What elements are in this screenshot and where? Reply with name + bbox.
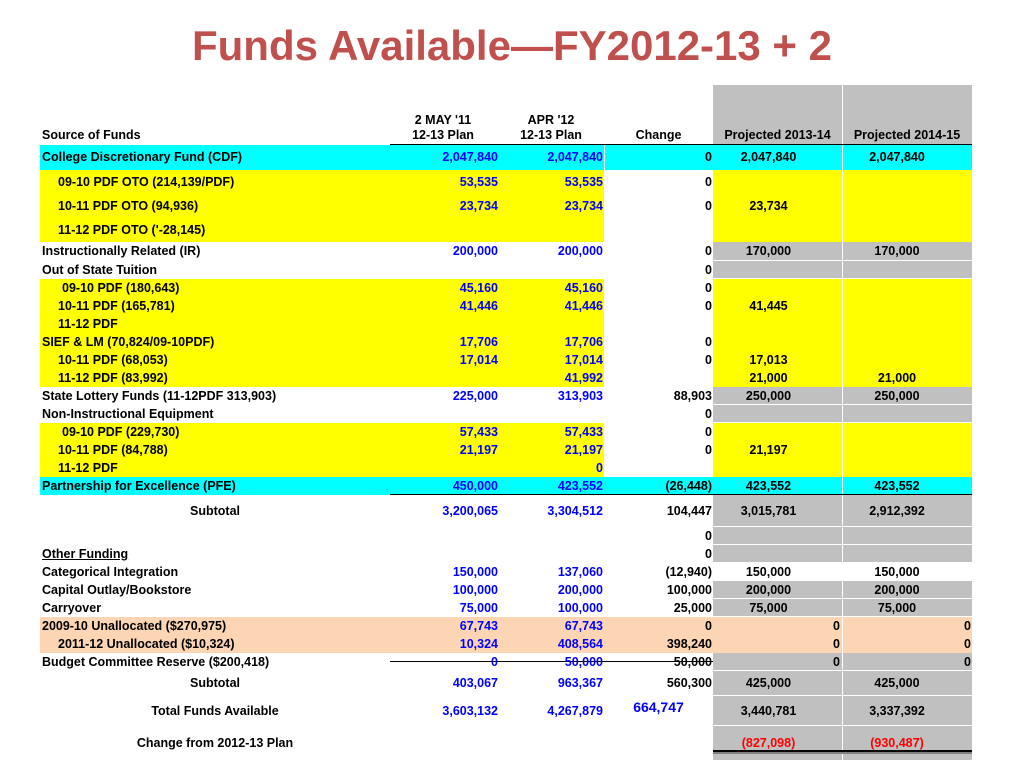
apr-cell-value: 137,060 [557, 564, 603, 579]
change-cell-value: 25,000 [673, 600, 712, 615]
row-label-26 [42, 653, 388, 671]
proj-sep-19 [713, 544, 972, 545]
row-24-apr-cell [499, 617, 604, 635]
apr-cell-value: 3,304,512 [547, 503, 603, 518]
may-cell-value: 0 [491, 654, 498, 669]
change-cell-value: 0 [705, 528, 712, 543]
proj2-cell-value: 2,912,392 [869, 503, 925, 518]
row-9-may-cell [390, 333, 499, 351]
row-label-text: 11-12 PDF OTO ('-28,145) [58, 222, 206, 237]
row-21-proj1-cell [713, 563, 824, 581]
proj1-cell-value: 3,015,781 [740, 503, 797, 518]
may-cell-value: 17,014 [459, 352, 498, 367]
row-11-apr-cell [499, 369, 604, 387]
row-label-text: Other Funding [42, 546, 129, 561]
row-4-apr-cell [499, 242, 604, 261]
change-cell-value: (12,940) [665, 564, 712, 579]
proj2-cell-value: 0 [964, 618, 971, 633]
row-label-text: Subtotal [190, 503, 240, 518]
row-label-24 [42, 617, 388, 635]
row-label-20 [42, 545, 388, 563]
proj1-cell-value: 41,445 [749, 298, 788, 313]
change-cell-value: 0 [705, 442, 712, 457]
row-label-text: Total Funds Available [151, 703, 279, 718]
row-23-may-cell [390, 599, 499, 617]
proj1-cell-value: 21,000 [749, 370, 788, 385]
row-label-text: 11-12 PDF [58, 316, 118, 331]
row-label-text: Non-Instructional Equipment [42, 406, 214, 421]
row-4-may-cell [390, 242, 499, 261]
change-cell-value: 0 [705, 280, 712, 295]
row-26-proj1-cell [713, 653, 841, 671]
row-29-proj1-cell [713, 726, 824, 761]
row-25-proj1-cell [713, 635, 841, 653]
proj2-cell-value: 0 [964, 636, 971, 651]
row-24-proj2-cell [842, 617, 972, 635]
apr-cell-value: 41,446 [564, 298, 603, 313]
row-label-text: 2009-10 Unallocated ($270,975) [42, 618, 227, 633]
row-21-may-cell [390, 563, 499, 581]
proj2-cell-value: 150,000 [874, 564, 920, 579]
apr-cell-value: 423,552 [557, 478, 603, 493]
row-label-5 [42, 261, 388, 279]
change-cell-value: 398,240 [666, 636, 712, 651]
row-18-proj1-cell [713, 495, 824, 527]
proj2-cell-value: 0 [964, 654, 971, 669]
row-28-change-cell [604, 696, 713, 726]
apr-cell-value: 963,367 [557, 676, 603, 691]
row-label-27 [95, 671, 335, 696]
row-7-may-cell [390, 297, 499, 315]
proj1-cell-value: 23,734 [749, 198, 788, 213]
proj2-cell-value: 75,000 [877, 600, 917, 615]
proj1-cell-value: 17,013 [749, 352, 788, 367]
may-cell-value: 150,000 [452, 564, 498, 579]
row-14-change-cell [604, 423, 713, 441]
apr-cell-value: 50,000 [564, 654, 603, 669]
may-cell-value: 10,324 [459, 636, 498, 651]
proj2-cell-value: 2,047,840 [869, 150, 925, 165]
row-label-text: Partnership for Excellence (PFE) [42, 478, 236, 493]
change-cell-value: 0 [705, 546, 712, 561]
proj1-cell-value: 0 [833, 618, 840, 633]
change-cell-value: 0 [705, 298, 712, 313]
row-label-1 [58, 170, 404, 194]
row-27-proj1-cell [713, 671, 824, 696]
row-27-proj2-cell [842, 671, 952, 696]
row-label-8 [58, 315, 404, 333]
row-22-proj2-cell [842, 581, 952, 599]
row-25-proj2-cell [842, 635, 972, 653]
row-10-change-cell [604, 351, 713, 369]
apr-cell-value: 53,535 [564, 174, 603, 189]
row-24-proj1-cell [713, 617, 841, 635]
header-may-line1: 2 MAY '11 [414, 113, 472, 127]
row-22-change-cell [604, 581, 713, 599]
row-22-apr-cell [499, 581, 604, 599]
row-25-change-cell [604, 635, 713, 653]
row-18-may-cell [390, 495, 499, 527]
row-18-proj2-cell [842, 495, 952, 527]
row-10-may-cell [390, 351, 499, 369]
row-label-11 [58, 369, 404, 387]
may-cell-value: 403,067 [452, 676, 498, 691]
row-label-text: Subtotal [190, 676, 240, 691]
row-label-text: State Lottery Funds (11-12PDF 313,903) [42, 388, 277, 403]
row-17-proj2-cell [842, 477, 952, 495]
row-23-proj1-cell [713, 599, 824, 617]
row-22-proj1-cell [713, 581, 824, 599]
row-27-apr-cell [499, 671, 604, 696]
row-27-may-cell [390, 671, 499, 696]
change-cell-value: 0 [705, 262, 712, 277]
row-7-proj1-cell [713, 297, 824, 315]
apr-cell-value: 2,047,840 [547, 150, 603, 165]
apr-cell-value: 17,014 [564, 352, 603, 367]
row-28-proj1-cell [713, 696, 824, 726]
apr-cell-value: 45,160 [564, 280, 603, 295]
row-23-apr-cell [499, 599, 604, 617]
row-label-text: Budget Committee Reserve ($200,418) [42, 654, 270, 669]
may-cell-value: 2,047,840 [442, 150, 498, 165]
row-label-4 [42, 242, 388, 261]
row-1-change-cell [604, 170, 713, 194]
proj2-cell-value: 170,000 [874, 244, 920, 259]
row-1-apr-cell [499, 170, 604, 194]
header-apr-line2: 12-13 Plan [520, 128, 582, 142]
apr-cell-value: 67,743 [564, 618, 603, 633]
row-label-7 [58, 297, 404, 315]
row-28-may-cell [390, 696, 499, 726]
row-label-text: 11-12 PDF [58, 460, 118, 475]
row-label-9 [42, 333, 388, 351]
header-projected-2013-14: Projected 2013-14 [724, 128, 831, 142]
change-cell-value: 560,300 [666, 676, 712, 691]
change-cell-value: 664,747 [633, 699, 684, 715]
row-13-change-cell [604, 405, 713, 423]
may-cell-value: 41,446 [459, 298, 498, 313]
apr-cell-value: 23,734 [564, 198, 603, 213]
apr-cell-value: 4,267,879 [547, 703, 603, 718]
proj1-cell-value: 0 [833, 636, 840, 651]
row-label-29 [95, 726, 335, 761]
proj2-cell-value: 250,000 [874, 388, 920, 403]
row-28-apr-cell [499, 696, 604, 726]
slide-title: Funds Available—FY2012-13 + 2 [192, 22, 832, 69]
may-cell-value: 23,734 [459, 198, 498, 213]
row-15-apr-cell [499, 441, 604, 459]
row-14-may-cell [390, 423, 499, 441]
row-17-apr-cell [499, 477, 604, 495]
row-label-22 [42, 581, 388, 599]
row-label-text: Carryover [42, 600, 102, 615]
row-16-apr-cell [499, 459, 604, 477]
row-24-change-cell [604, 617, 713, 635]
may-cell-value: 100,000 [452, 582, 498, 597]
row-label-text: 11-12 PDF (83,992) [58, 370, 168, 385]
row-7-apr-cell [499, 297, 604, 315]
apr-cell-value: 0 [596, 460, 603, 475]
may-cell-value: 3,603,132 [442, 703, 498, 718]
change-cell-value: 0 [705, 406, 712, 421]
row-label-17 [42, 477, 388, 495]
row-24-may-cell [390, 617, 499, 635]
row-23-change-cell [604, 599, 713, 617]
row-15-change-cell [604, 441, 713, 459]
may-cell-value: 75,000 [459, 600, 498, 615]
header-apr-plan [497, 113, 605, 143]
apr-cell-value: 21,197 [564, 442, 603, 457]
row-20-change-cell [604, 545, 713, 563]
change-cell-value: 0 [705, 174, 712, 189]
row-label-14 [62, 423, 408, 441]
header-projected-2014-15: Projected 2014-15 [853, 128, 961, 142]
row-26-may-cell [390, 653, 499, 671]
row-17-change-cell [604, 477, 713, 495]
proj1-cell-value: 200,000 [745, 582, 792, 597]
may-cell-value: 57,433 [459, 424, 498, 439]
change-cell-value: 0 [705, 150, 712, 165]
proj-sep-13 [713, 422, 972, 423]
row-2-may-cell [390, 194, 499, 218]
row-label-10 [58, 351, 404, 369]
change-cell-value: 104,447 [666, 503, 712, 518]
row-label-text: 09-10 PDF (229,730) [62, 424, 180, 439]
row-29-proj2-cell [842, 726, 952, 761]
may-cell-value: 450,000 [452, 478, 498, 493]
row-23-proj2-cell [842, 599, 952, 617]
proj1-cell-value: 250,000 [745, 388, 792, 403]
row-label-text: 09-10 PDF OTO (214,139/PDF) [58, 174, 235, 189]
row-label-text: 10-11 PDF (84,788) [58, 442, 168, 457]
row-15-may-cell [390, 441, 499, 459]
row-12-proj1-cell [713, 387, 824, 405]
row-label-18 [95, 495, 335, 527]
row-7-change-cell [604, 297, 713, 315]
row-0-change-cell [604, 145, 713, 170]
change-cell-value: (26,448) [665, 478, 712, 493]
proj1-cell-value: 150,000 [745, 564, 792, 579]
row-11-proj1-cell [713, 369, 824, 387]
may-cell-value: 17,706 [459, 334, 498, 349]
proj1-cell-value: 2,047,840 [740, 150, 797, 165]
row-label-text: 2011-12 Unallocated ($10,324) [58, 636, 235, 651]
row-0-proj2-cell [842, 145, 952, 170]
row-label-12 [42, 387, 388, 405]
row-label-3 [58, 218, 404, 242]
row-label-text: Categorical Integration [42, 564, 179, 579]
row-2-proj1-cell [713, 194, 824, 218]
row-0-apr-cell [499, 145, 604, 170]
row-label-text: Change from 2012-13 Plan [136, 736, 294, 751]
apr-cell-value: 17,706 [564, 334, 603, 349]
apr-cell-value: 41,992 [564, 370, 603, 385]
row-4-proj2-cell [842, 242, 952, 261]
apr-cell-value: 313,903 [557, 388, 603, 403]
proj1-cell-value: 425,000 [745, 676, 792, 691]
row-2-change-cell [604, 194, 713, 218]
row-11-proj2-cell [842, 369, 952, 387]
row-26-apr-cell [499, 653, 604, 671]
row-22-may-cell [390, 581, 499, 599]
row-12-apr-cell [499, 387, 604, 405]
row-21-proj2-cell [842, 563, 952, 581]
row-12-may-cell [390, 387, 499, 405]
header-source-of-funds: Source of Funds [42, 128, 141, 142]
apr-cell-value: 100,000 [557, 600, 603, 615]
row-2-apr-cell [499, 194, 604, 218]
row-15-proj1-cell [713, 441, 824, 459]
row-4-change-cell [604, 242, 713, 261]
row-label-text: 10-11 PDF (68,053) [58, 352, 168, 367]
proj1-cell-value: 3,440,781 [740, 703, 797, 718]
apr-cell-value: 200,000 [557, 244, 603, 259]
row-label-6 [62, 279, 408, 297]
proj2-cell-value: 200,000 [874, 582, 920, 597]
row-label-28 [95, 696, 335, 726]
row-19-change-cell [604, 527, 713, 545]
proj2-cell-value: 423,552 [874, 478, 920, 493]
row-label-13 [42, 405, 388, 423]
change-cell-value: 100,000 [666, 582, 712, 597]
row-label-text: SIEF & LM (70,824/09-10PDF) [42, 334, 215, 349]
row-label-text: 10-11 PDF OTO (94,936) [58, 198, 199, 213]
row-0-proj1-cell [713, 145, 824, 170]
row-21-apr-cell [499, 563, 604, 581]
row-28-proj2-cell [842, 696, 952, 726]
proj1-cell-value: (827,098) [741, 736, 796, 751]
row-25-may-cell [390, 635, 499, 653]
may-cell-value: 67,743 [459, 618, 498, 633]
may-cell-value: 21,197 [459, 442, 498, 457]
row-1-may-cell [390, 170, 499, 194]
row-label-23 [42, 599, 388, 617]
row-label-0 [42, 145, 388, 170]
proj1-cell-value: 75,000 [749, 600, 788, 615]
row-label-2 [58, 194, 404, 218]
change-cell-value: 0 [705, 244, 712, 259]
change-cell-value: 88,903 [673, 388, 712, 403]
row-6-change-cell [604, 279, 713, 297]
row-label-25 [58, 635, 404, 653]
row-0-may-cell [390, 145, 499, 170]
row-label-text: 09-10 PDF (180,643) [62, 280, 180, 295]
row-12-change-cell [604, 387, 713, 405]
proj1-cell-value: 0 [833, 654, 840, 669]
row-14-apr-cell [499, 423, 604, 441]
change-cell-value: 0 [705, 198, 712, 213]
row-17-proj1-cell [713, 477, 824, 495]
row-25-apr-cell [499, 635, 604, 653]
row-9-change-cell [604, 333, 713, 351]
header-apr-line1: APR '12 [527, 113, 575, 127]
apr-cell-value: 408,564 [557, 636, 603, 651]
may-cell-value: 3,200,065 [442, 503, 498, 518]
row-17-may-cell [390, 477, 499, 495]
row-9-apr-cell [499, 333, 604, 351]
row-12-proj2-cell [842, 387, 952, 405]
may-cell-value: 200,000 [452, 244, 498, 259]
row-10-apr-cell [499, 351, 604, 369]
row-18-apr-cell [499, 495, 604, 527]
header-may-line2: 12-13 Plan [412, 128, 474, 142]
apr-cell-value: 57,433 [564, 424, 603, 439]
row-10-proj1-cell [713, 351, 824, 369]
row-26-change-cell [604, 653, 713, 671]
may-cell-value: 45,160 [459, 280, 498, 295]
row-label-text: College Discretionary Fund (CDF) [42, 150, 243, 165]
row-6-may-cell [390, 279, 499, 297]
change-cell-value: 0 [705, 424, 712, 439]
row-26-proj2-cell [842, 653, 972, 671]
change-cell-value: 0 [705, 352, 712, 367]
row-label-15 [58, 441, 404, 459]
change-cell-value: 0 [705, 334, 712, 349]
proj2-cell-value: 21,000 [877, 370, 917, 385]
proj1-cell-value: 170,000 [745, 244, 792, 259]
proj1-cell-value: 21,197 [749, 442, 788, 457]
proj2-cell-value: (930,487) [870, 736, 924, 751]
row-label-text: Capital Outlay/Bookstore [42, 582, 192, 597]
row-6-apr-cell [499, 279, 604, 297]
row-label-text: Instructionally Related (IR) [42, 244, 201, 259]
row-5-change-cell [604, 261, 713, 279]
row-4-proj1-cell [713, 242, 824, 261]
row-21-change-cell [604, 563, 713, 581]
apr-cell-value: 200,000 [557, 582, 603, 597]
row-label-21 [42, 563, 388, 581]
row-label-16 [58, 459, 404, 477]
row-27-change-cell [604, 671, 713, 696]
change-cell-value: 50,000 [673, 654, 712, 669]
proj2-cell-value: 3,337,392 [869, 703, 925, 718]
header-change: Change [635, 128, 682, 142]
row-label-text: Out of State Tuition [42, 262, 158, 277]
proj-sep-5 [713, 278, 972, 279]
proj2-cell-value: 425,000 [874, 676, 920, 691]
row-label-text: 10-11 PDF (165,781) [58, 298, 175, 313]
header-may-plan [388, 113, 498, 143]
proj1-cell-value: 423,552 [745, 478, 792, 493]
may-cell-value: 53,535 [459, 174, 498, 189]
change-cell-value: 0 [705, 618, 712, 633]
row-18-change-cell [604, 495, 713, 527]
may-cell-value: 225,000 [452, 388, 498, 403]
